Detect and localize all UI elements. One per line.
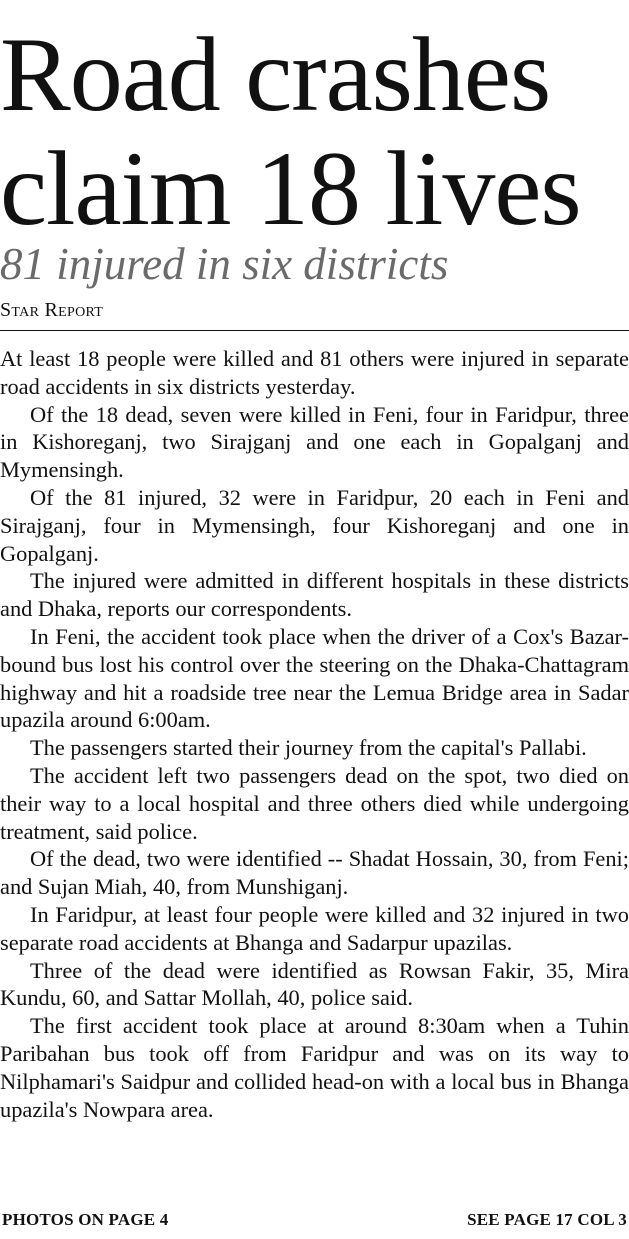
paragraph: Of the 81 injured, 32 were in Faridpur, 20 each in Feni and Sirajganj, four in Mymensingh, four Kishoreganj and one in Gopalganj. <box>0 484 629 566</box>
paragraph: The injured were admitted in different hospitals in these districts and Dhaka, reports our correspondents. <box>0 568 629 622</box>
paragraph: Of the dead, two were identified -- Shadat Hossain, 30, from Feni; and Sujan Miah, 40, from Munshiganj. <box>0 846 629 900</box>
headline-line-1: Road crashes <box>0 16 551 133</box>
paragraph: In Feni, the accident took place when the driver of a Cox's Bazar-bound bus lost his control over the steering on the Dhaka-Chattagram highway and hit a roadside tree near the Lemua Bridge area in Sadar upazila around 6:00am. <box>0 623 629 733</box>
byline: Star Report <box>0 299 104 321</box>
headline <box>0 18 629 246</box>
paragraph: The first accident took place at around 8:30am when a Tuhin Paribahan bus took off from Faridpur and was on its way to Nilphamari's Saidpur and collided head-on with a local bus in Bhanga upazila's Nowpara area. <box>0 1013 629 1122</box>
subheadline: 81 injured in six districts <box>0 239 449 289</box>
byline-divider <box>0 330 629 331</box>
continuation-reference: SEE PAGE 17 COL 3 <box>467 1210 627 1229</box>
paragraph: The passengers started their journey from the capital's Pallabi. <box>30 735 587 761</box>
paragraph: Of the 18 dead, seven were killed in Feni, four in Faridpur, three in Kishoreganj, two Sirajganj and one each in Gopalganj and Mymensingh. <box>0 401 629 483</box>
paragraph: At least 18 people were killed and 81 others were injured in separate road accidents in six districts yesterday. <box>0 346 629 399</box>
headline-line-2: claim 18 lives <box>0 130 581 247</box>
article-body <box>0 345 629 1123</box>
article-footer <box>0 1208 629 1232</box>
paragraph: Three of the dead were identified as Rowsan Fakir, 35, Mira Kundu, 60, and Sattar Mollah, 40, police said. <box>0 957 629 1011</box>
paragraph: In Faridpur, at least four people were killed and 32 injured in two separate road accidents at Bhanga and Sadarpur upazilas. <box>0 901 629 955</box>
photos-reference: PHOTOS ON PAGE 4 <box>2 1210 169 1229</box>
paragraph: The accident left two passengers dead on the spot, two died on their way to a local hospital and three others died while undergoing treatment, said police. <box>0 762 629 844</box>
